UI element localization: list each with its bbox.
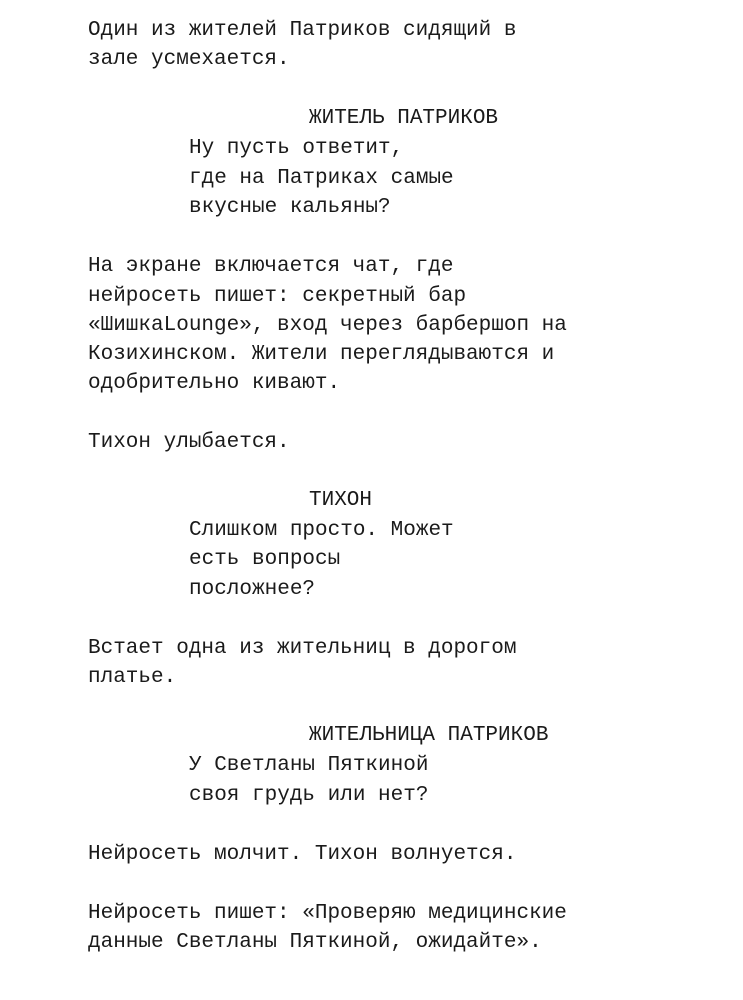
action-line: платье. xyxy=(88,666,177,689)
action-line: Нейросеть пишет: «Проверяю медицинские xyxy=(88,902,567,925)
action-line: Нейросеть молчит. Тихон волнуется. xyxy=(88,843,517,866)
action-line: «ШишкаLounge», вход через барбершоп на xyxy=(88,314,567,337)
dialogue-line: есть вопросы xyxy=(189,548,341,571)
action-line: Встает одна из жительниц в дорогом xyxy=(88,637,517,660)
dialogue-line: вкусные кальяны? xyxy=(189,196,391,219)
character-name: ЖИТЕЛЬ ПАТРИКОВ xyxy=(309,107,499,130)
action-line: Тихон улыбается. xyxy=(88,431,290,454)
action-line: зале усмехается. xyxy=(88,48,290,71)
character-name: ТИХОН xyxy=(309,489,373,512)
action-line: нейросеть пишет: секретный бар xyxy=(88,285,467,308)
action-line: Козихинском. Жители переглядываются и xyxy=(88,343,555,366)
character-name: ЖИТЕЛЬНИЦА ПАТРИКОВ xyxy=(309,724,549,747)
dialogue-line: где на Патриках самые xyxy=(189,167,454,190)
action-line: данные Светланы Пяткиной, ожидайте». xyxy=(88,931,542,954)
action-line: одобрительно кивают. xyxy=(88,372,341,395)
action-line: Один из жителей Патриков сидящий в xyxy=(88,19,517,42)
action-line: На экране включается чат, где xyxy=(88,255,454,278)
dialogue-line: Слишком просто. Может xyxy=(189,519,454,542)
dialogue-line: Ну пусть ответит, xyxy=(189,137,404,160)
dialogue-line: посложнее? xyxy=(189,578,316,601)
dialogue-line: своя грудь или нет? xyxy=(189,784,429,807)
dialogue-line: У Светланы Пяткиной xyxy=(189,754,429,777)
